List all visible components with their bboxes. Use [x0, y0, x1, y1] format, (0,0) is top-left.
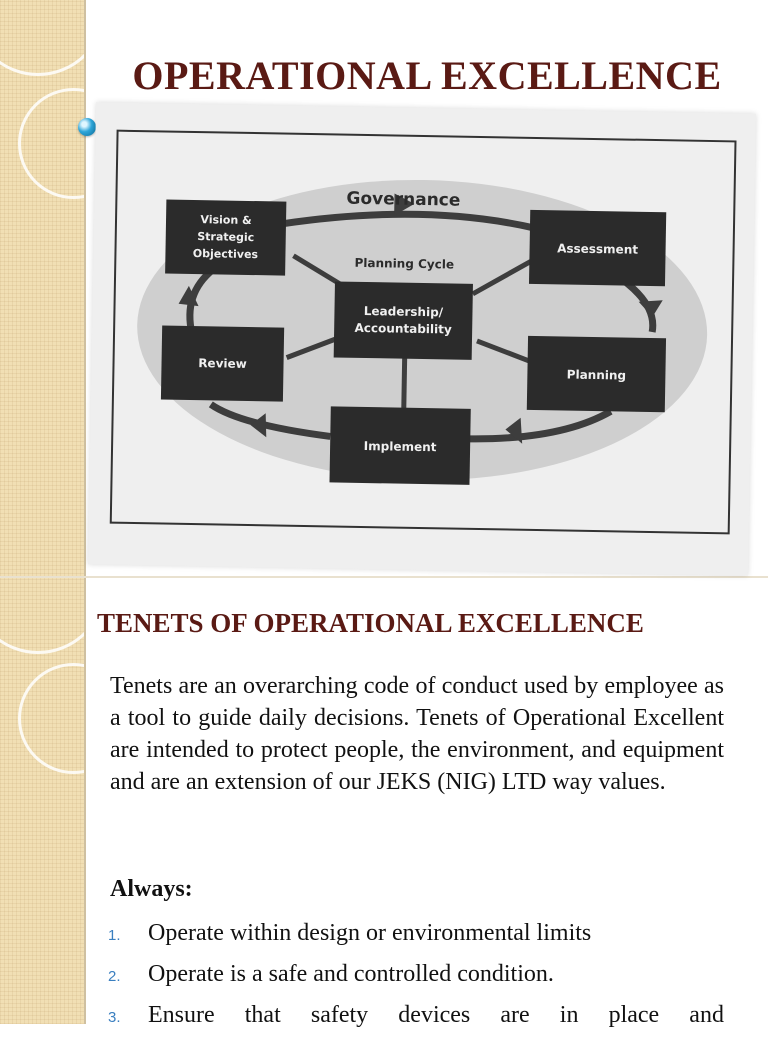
box-label: Strategic: [197, 230, 255, 245]
leadership-box: [334, 281, 473, 359]
decorative-side-strip: [0, 578, 84, 1024]
always-list: [108, 914, 724, 1037]
list-word: and: [689, 1002, 724, 1028]
list-word: place: [608, 1002, 660, 1028]
tenets-paragraph: Tenets are an overarching code of conduct used by employee as a tool to guide daily decisions. Tenets of Operational Excellent are intended to protect people, the environment, and equipment and are an extension of our JEKS (NIG) LTD way values.: [110, 673, 724, 795]
list-word: devices: [398, 1002, 471, 1028]
list-number: 3.: [108, 1009, 121, 1026]
list-text: Operate within design or environmental limits: [148, 920, 592, 946]
governance-label: Governance: [346, 188, 461, 211]
list-word: Ensure: [148, 1002, 215, 1028]
decorative-side-strip: [0, 0, 84, 578]
list-word: that: [244, 1002, 281, 1028]
implement-box: [329, 406, 470, 484]
planning-cycle-label: Planning Cycle: [354, 255, 455, 272]
decorative-ring: [18, 88, 84, 199]
diagram-photo: [88, 102, 756, 575]
list-item: [108, 914, 724, 955]
box-label: Accountability: [354, 320, 452, 337]
decorative-ring: [18, 663, 84, 774]
decorative-bead: [78, 118, 96, 136]
box-label: Planning: [566, 367, 627, 383]
box-label: Implement: [363, 439, 437, 455]
box-label: Vision &: [200, 213, 252, 228]
list-number: 1.: [108, 927, 121, 944]
governance-cycle-diagram: [88, 102, 756, 575]
box-label: Leadership/: [363, 303, 444, 320]
assessment-box: [529, 210, 666, 286]
decorative-ring: [0, 578, 84, 654]
list-number: 2.: [108, 968, 121, 985]
box-label: Review: [198, 356, 247, 371]
box-label: Assessment: [557, 241, 639, 257]
spoke: [404, 358, 405, 413]
list-text: Operate is a safe and controlled condition.: [148, 961, 554, 987]
slide-title: OPERATIONAL EXCELLENCE: [132, 53, 722, 98]
list-item: [108, 955, 724, 996]
list-text-justified: [148, 996, 724, 1034]
slide-divider: [0, 576, 768, 578]
list-word: in: [559, 1002, 579, 1028]
list-word: are: [500, 1002, 530, 1028]
tenets-heading: TENETS OF OPERATIONAL EXCELLENCE: [97, 608, 644, 638]
planning-box: [527, 336, 666, 412]
vision-box: [165, 200, 286, 276]
always-label: Always:: [110, 876, 193, 902]
decorative-ring: [0, 0, 84, 76]
list-item: [108, 996, 724, 1037]
review-box: [161, 325, 284, 401]
list-word: safety: [310, 1002, 369, 1028]
box-label: Objectives: [192, 246, 259, 262]
strip-edge-line: [84, 578, 86, 1024]
